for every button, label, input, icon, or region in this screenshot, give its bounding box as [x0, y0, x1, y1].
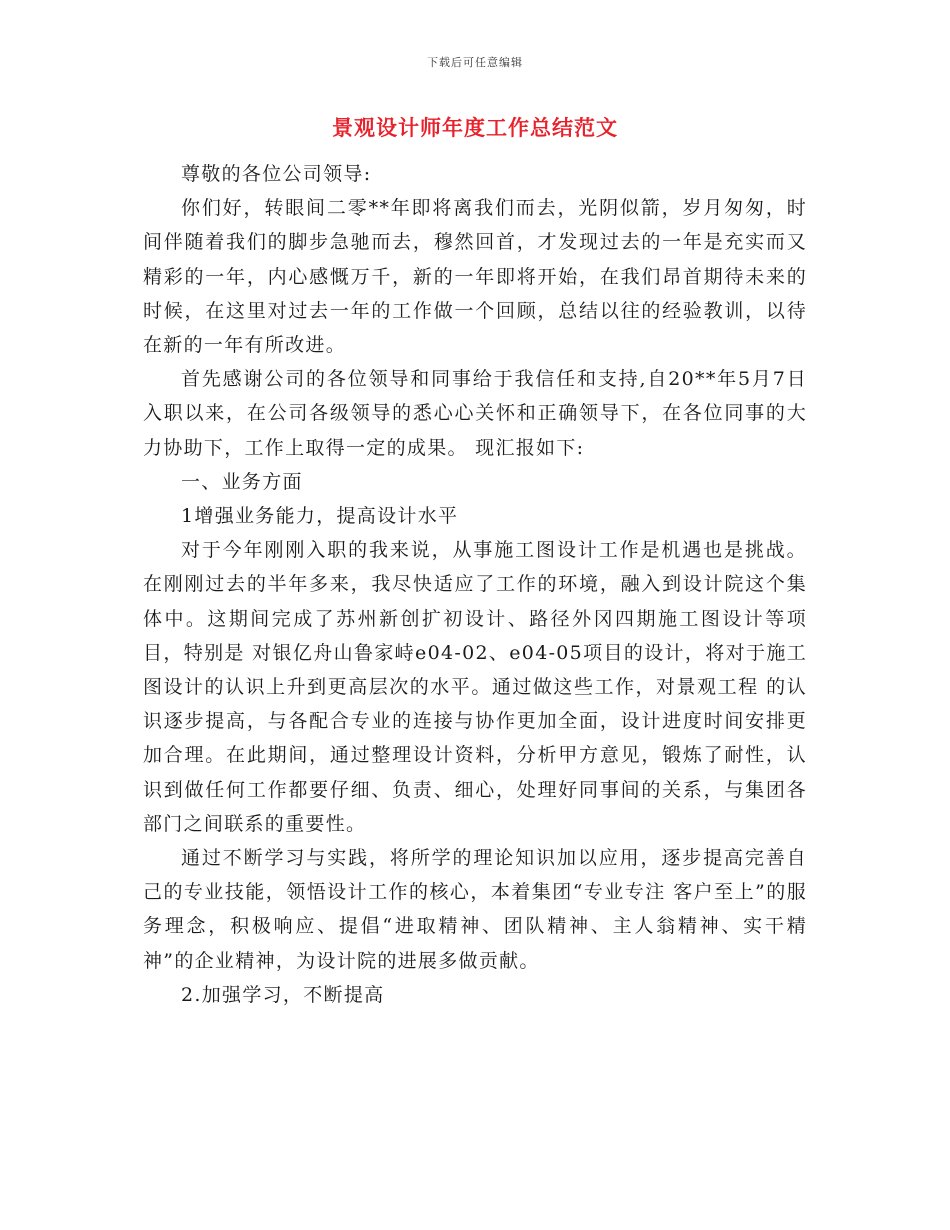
section-heading-business: 一、业务方面: [181, 470, 303, 493]
subheading-1: 1增强业务能力，提高设计水平: [181, 505, 459, 528]
header-note: 下载后可任意编辑: [427, 56, 523, 69]
subheading-2: 2.加强学习，不断提高: [181, 983, 385, 1006]
salutation: 尊敬的各位公司领导:: [181, 163, 372, 185]
document-title: 景观设计师年度工作总结范文: [332, 115, 618, 140]
paragraph-work-detail: 对于今年刚刚入职的我来说，从事施工图设计工作是机遇也是挑战。在刚刚过去的半年多来，我尽快适应了工作的环境，融入到设计院这个集体中。这期间完成了苏州新创扩初设计、路径外冈四期施工图设计等项目，特别是 对银亿舟山鲁家峙e04-02、e04-05项目的设计，将对于施工图设计的认识上升到更高层次的水平。通过做这些工作，对景观工程 的认识逐步提高，与各配合专业的连接与协作更加全面，设计进度时间安排更加合理。在此期间，通过整理设计资料，分析甲方意见，锻炼了耐性，认识到做任何工作都要仔细、负责、细心，处理好同事间的关系，与集团各部门之间联系的重要性。: [143, 539, 807, 835]
paragraph-greeting: 你们好，转眼间二零**年即将离我们而去，光阴似箭，岁月匆匆，时间伴随着我们的脚步急驰而去，穆然回首，才发现过去的一年是充实而又精彩的一年，内心感慨万千，新的一年即将开始，在我们昂首期待未来的时候，在这里对过去一年的工作做一个回顾，总结以往的经验教训，以待在新的一年有所改进。: [143, 197, 807, 357]
paragraph-thanks: 首先感谢公司的各位领导和同事给于我信任和支持,自20**年5月7日入职以来，在公司各级领导的悉心心关怀和正确领导下，在各位同事的大力协助下，工作上取得一定的成果。 现汇报如下:: [143, 368, 807, 459]
document-body: [143, 157, 807, 1012]
paragraph-learning: 通过不断学习与实践，将所学的理论知识加以应用，逐步提高完善自己的专业技能，领悟设计工作的核心，本着集团“专业专注 客户至上”的服务理念，积极响应、提倡“进取精神、团队精神、主人翁精神、实干精神”的企业精神，为设计院的进展多做贡献。: [143, 847, 807, 972]
